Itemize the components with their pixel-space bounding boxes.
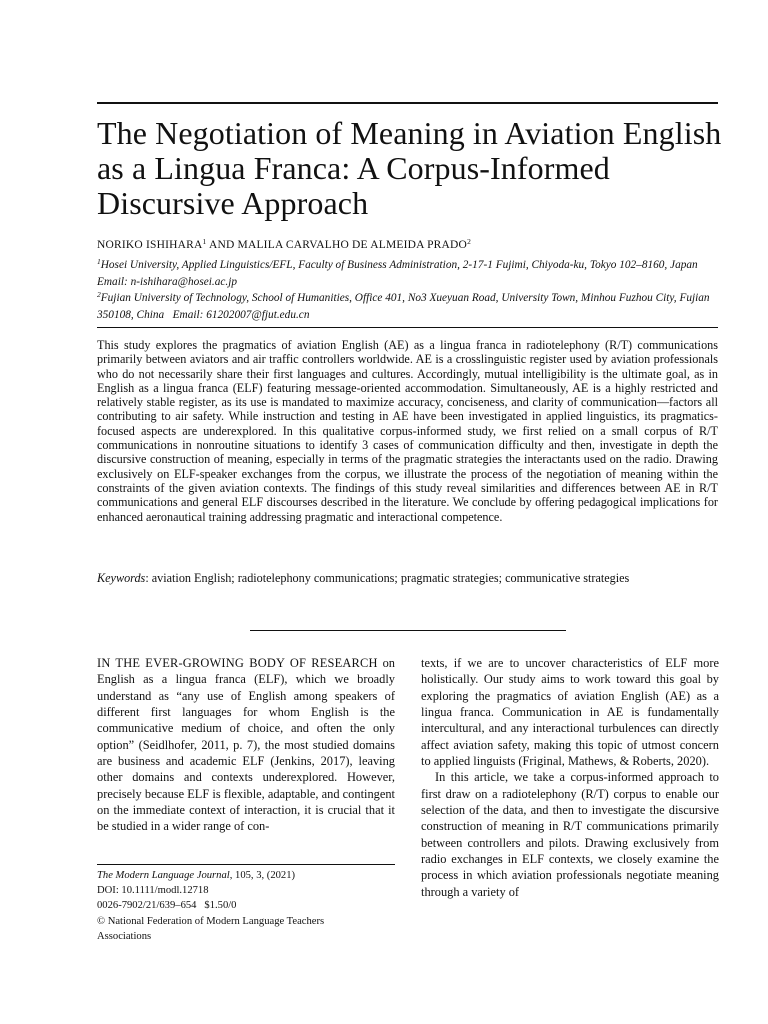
author-1-marker: 1 [202, 237, 207, 246]
affiliation-1-marker: 1 [97, 257, 101, 266]
section-divider [250, 630, 566, 631]
author-line [97, 237, 727, 251]
author-2-marker: 2 [467, 237, 472, 246]
body-text: on English as a lingua franca (ELF), which we broadly understand as “any use of English among speakers of different first languages for whom English is the communicative medium of choice, and often the only option” (Seidlhofer, 2011, p. 7), the most studied domains are business and academic ELF (Jenkins, 2017), leaving other domains and contexts underexplored. However, precisely because ELF is flexible, adaptable, and contingent on the immediate context of interaction, it is crucial that it be studied in a wider range of con- [97, 656, 395, 834]
journal-citation [97, 868, 397, 883]
body-paragraph: In this article, we take a corpus-informed approach to first draw on a radiotelephony (R/T) corpus to enable our selection of the data, and then to investigate the discursive construction of meaning in R/T communications primarily between controllers and pilots. Drawing exclusively from radio exchanges in ELF contexts, we closely examine the process in which aviation professionals negotiate meaning through a variety of [421, 770, 719, 899]
publication-footnotes [97, 868, 397, 944]
footnote-rule [97, 864, 395, 865]
body-paragraph: texts, if we are to uncover characteristics of ELF more holistically. Our study aims to work toward this goal by exploring the pragmatics of aviation English (AE) as a lingua franca. Communication in AE is fundamentally intercultural, and any interactional turbulences can directly affect aviation safety, making this topic of utmost concern to applied linguists (Friginal, Mathews, & Roberts, 2020). [421, 656, 719, 769]
doi: DOI: 10.1111/modl.12718 [97, 885, 209, 897]
journal-volume: , 105, 3, (2021) [229, 870, 296, 881]
issn-price: 0026-7902/21/639–654 $1.50/0 [97, 900, 237, 912]
keywords [97, 571, 718, 585]
abstract-rule [97, 327, 718, 328]
keywords-text: : aviation English; radiotelephony communications; pragmatic strategies; communicative strategies [145, 571, 630, 585]
author-1: NORIKO ISHIHARA [97, 239, 203, 251]
affiliation-2-text: Fujian University of Technology, School of Humanities, Office 401, No3 Xueyuan Road, University Town, Minhou Fuzhou City, Fujian 350108, China Email: 61202007@fjut.edu.cn [97, 292, 713, 321]
affiliation-2-marker: 2 [97, 290, 101, 299]
affiliation-2 [97, 286, 727, 324]
top-rule [97, 102, 718, 104]
author-connector: AND [206, 239, 238, 251]
article-title: The Negotiation of Meaning in Aviation English as a Lingua Franca: A Corpus-Informed Discursive Approach [97, 115, 722, 221]
body-column-left [97, 655, 395, 835]
affiliation-1-text: Hosei University, Applied Linguistics/EFL, Faculty of Business Administration, 2-17-1 Fujimi, Chiyoda-ku, Tokyo 102–8160, Japan Email: n-ishihara@hosei.ac.jp [97, 259, 707, 288]
copyright-line-2: Associations [97, 930, 152, 942]
author-2: MALILA CARVALHO DE ALMEIDA PRADO [237, 239, 468, 251]
body-column-right [421, 655, 719, 900]
body-paragraph [97, 655, 395, 835]
copyright-line-1: © National Federation of Modern Language Teachers [97, 915, 325, 927]
journal-name: The Modern Language Journal [97, 870, 230, 881]
abstract: This study explores the pragmatics of aviation English (AE) as a lingua franca in radiotelephony (R/T) communications primarily between aviators and air traffic controllers worldwide. AE is a crosslinguistic register used by aviation professionals who do not necessarily share their first languages and cultures. Accordingly, mutual intelligibility is the ultimate goal, as in English as a lingua franca (ELF) featuring message-oriented accommodation. Simultaneously, AE is a highly restricted and relatively stable register, as its use is mandated to maximize accuracy, conciseness, and clarity of communication—factors all contributing to air safety. While instruction and testing in AE have been investigated in applied linguistics, its pragmatics-focused aspects are underexplored. In this qualitative corpus-informed study, we first relied on a small corpus of R/T communications in nonroutine situations to identify 3 cases of communication difficulty and then, investigate in depth the discursive construction of meaning, especially in terms of the pragmatic strategies the interactants used on the radio. Drawing exclusively on ELF-speaker exchanges from the corpus, we illustrate the process of the negotiation of meaning within the constraints of the given aviation contexts. The findings of this study reveal similarities and differences between AE in R/T communications and general ELF discourses described in the literature. We conclude by offering pedagogical implications for enhanced aeronautical training addressing pragmatic and interactional competence. [97, 338, 718, 524]
keywords-label: Keywords [97, 571, 146, 585]
lead-in-caps: IN THE EVER-GROWING BODY OF RESEARCH [97, 656, 378, 670]
